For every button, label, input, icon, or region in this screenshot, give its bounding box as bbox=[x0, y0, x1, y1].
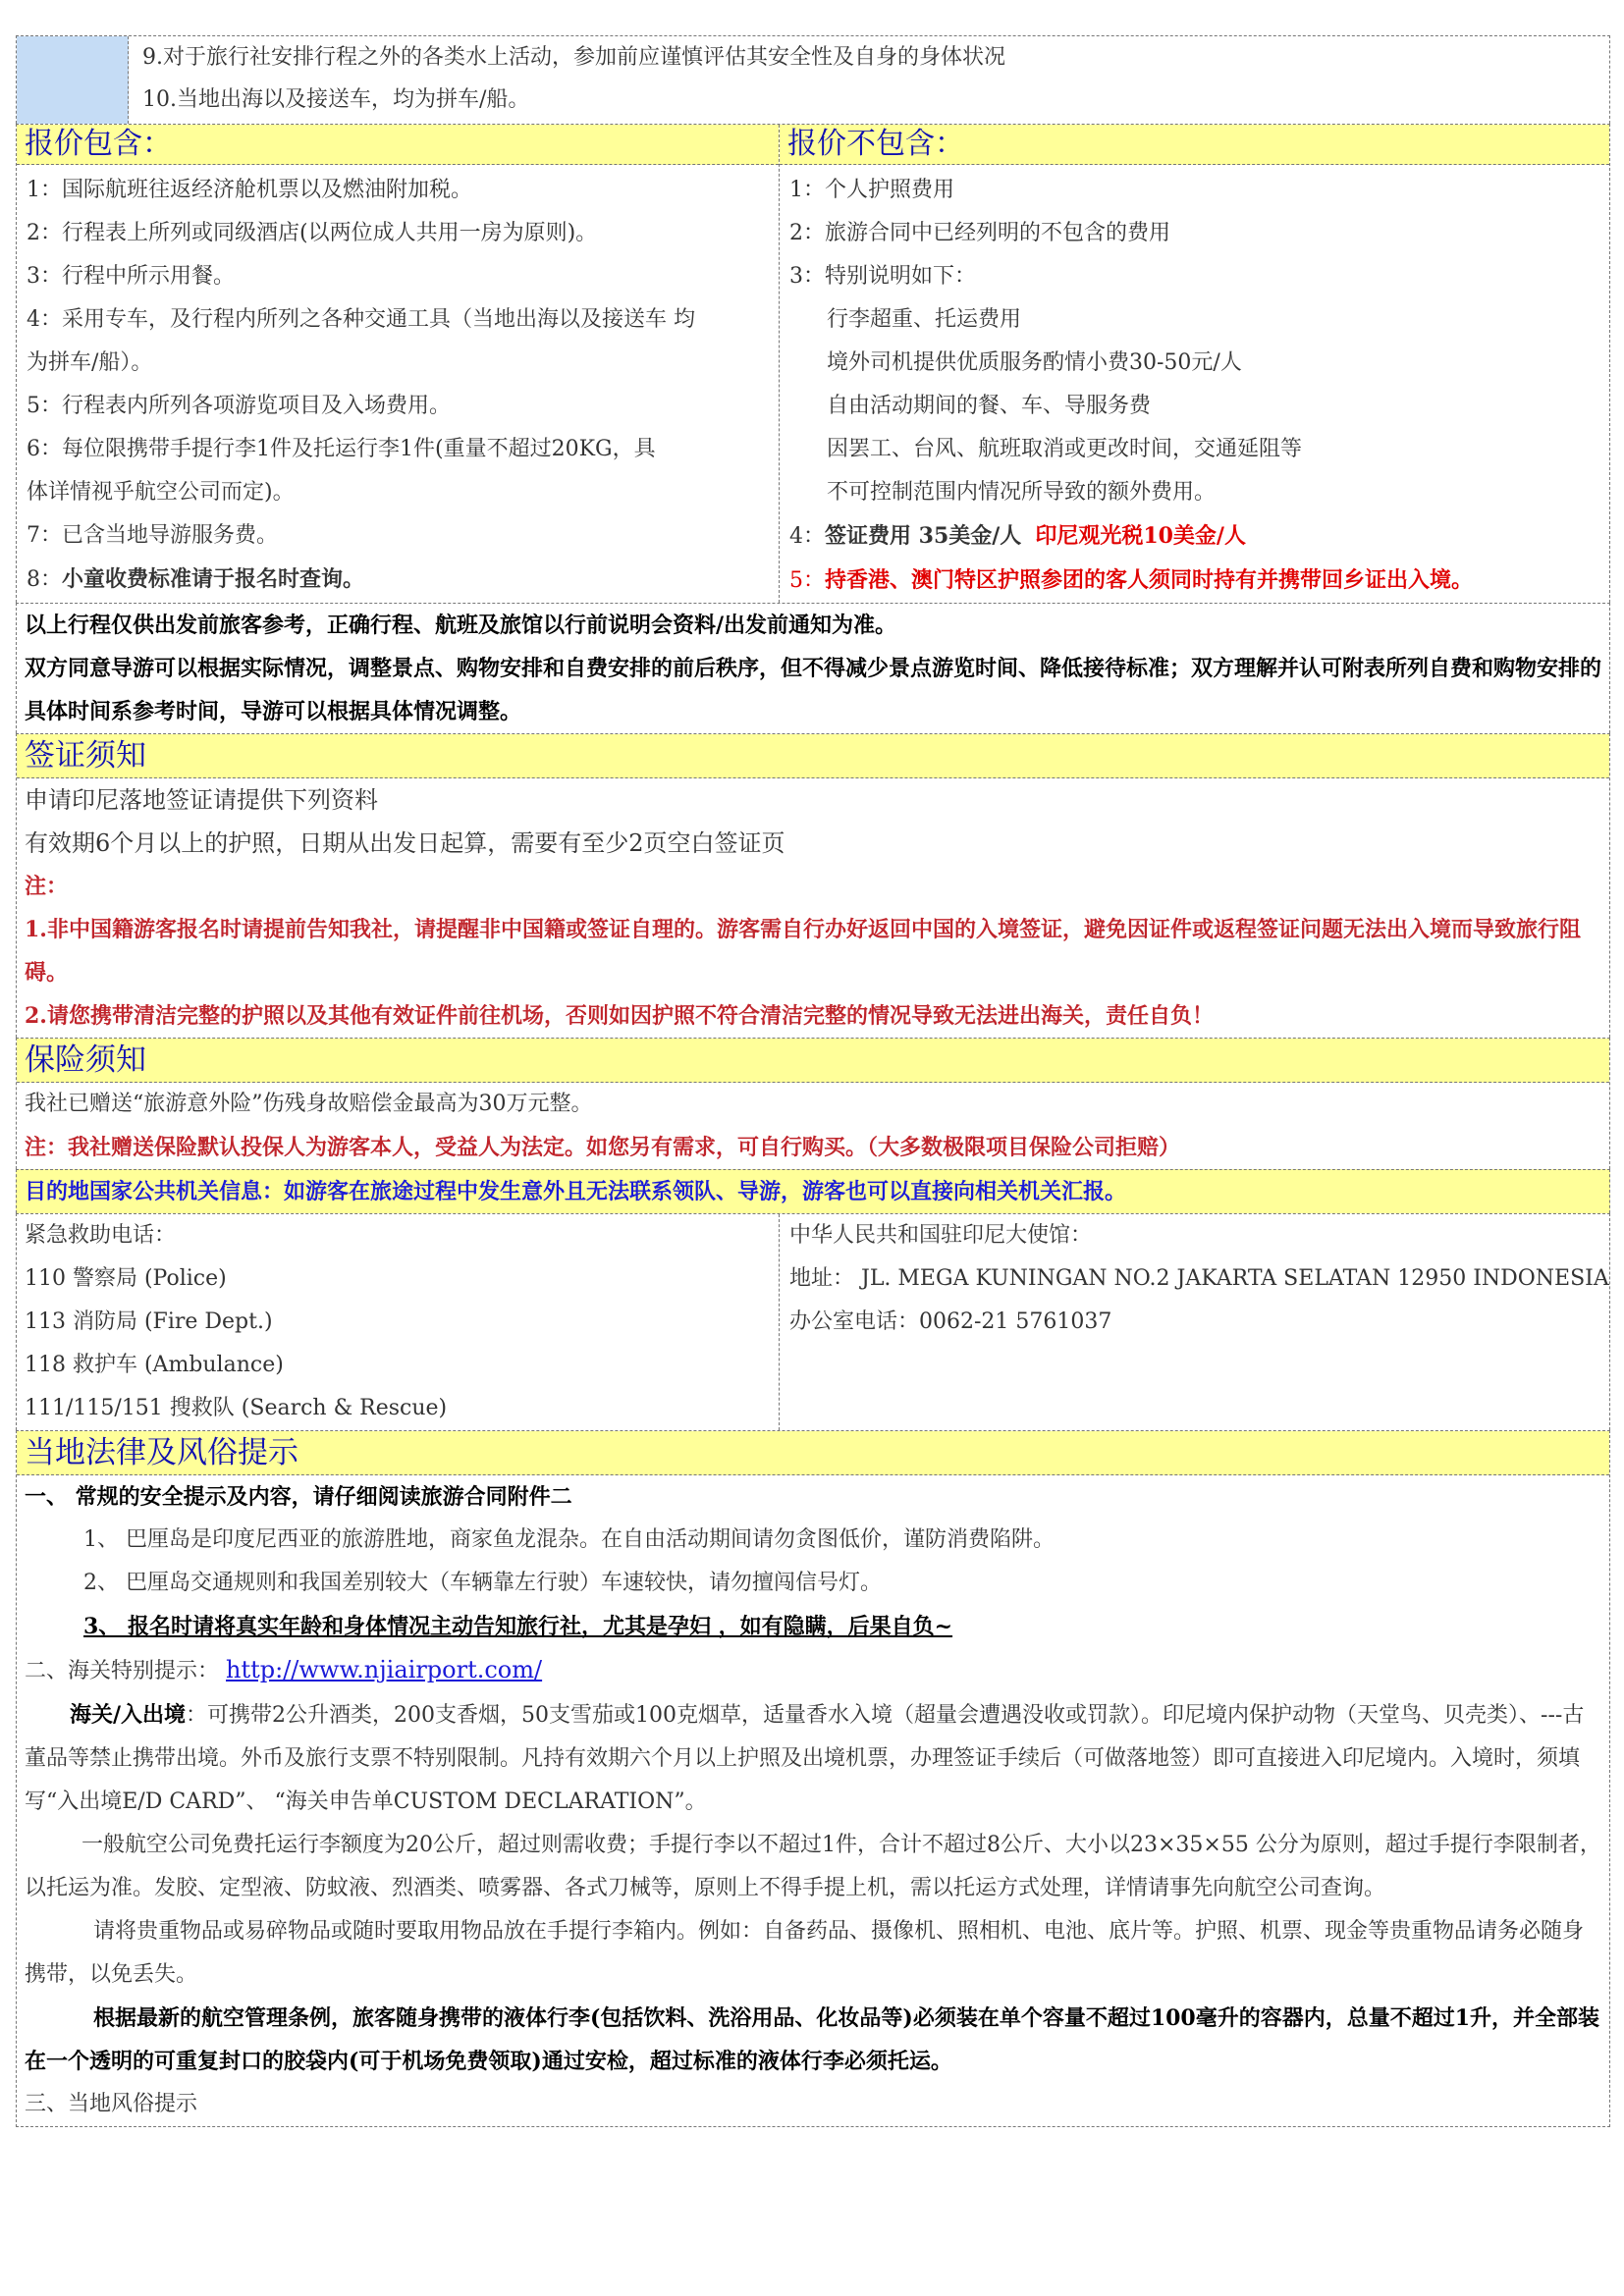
law-s2 bbox=[25, 1648, 1601, 1693]
visa-body bbox=[17, 778, 1609, 1038]
include-item-7: 7：已含当地导游服务费。 bbox=[27, 523, 278, 548]
visa-note-1: 1.非中国籍游客报名时请提前告知我社，请提醒非中国籍或签证自理的。游客需自行办好返回中国的入境签证，避免因证件或返程签证问题无法出入境而导致旅行阻碍。 bbox=[25, 917, 1581, 986]
top-notes bbox=[129, 36, 1005, 124]
visa-section bbox=[16, 733, 1610, 1038]
law-p3: 请将贵重物品或易碎物品或随时要取用物品放在手提行李箱内。例如：自备药品、摄像机、照相机、电池、底片等。护照、机票、现金等贵重物品请务必随身携带，以免丢失。 bbox=[25, 1919, 1585, 1987]
emergency-left bbox=[17, 1214, 780, 1430]
price-include-col bbox=[17, 125, 780, 603]
notice-line-2: 双方同意导游可以根据实际情况，调整景点、购物安排和自费安排的前后秩序，但不得减少景点游览时间、降低接待标准；双方理解并认可附表所列自费和购物安排的具体时间系参考时间，导游可以根据具体情况调整。 bbox=[25, 656, 1602, 724]
include-item-8-text: 小童收费标准请于报名时查询。 bbox=[62, 566, 365, 592]
law-s2-label: 二、海关特别提示： bbox=[25, 1659, 226, 1683]
exclude-item-3: 3：特别说明如下： bbox=[789, 264, 976, 289]
embassy-phone: 办公室电话：0062-21 5761037 bbox=[789, 1309, 1112, 1334]
visa-note-2: 2.请您携带清洁完整的护照以及其他有效证件前往机场，否则如因护照不符合清洁完整的情况导致无法进出海关，责任自负！ bbox=[25, 1003, 1214, 1029]
include-item-5: 5：行程表内所列各项游览项目及入场费用。 bbox=[27, 394, 451, 418]
visa-title: 签证须知 bbox=[17, 734, 1609, 778]
authority-banner bbox=[16, 1169, 1610, 1213]
law-p4: 根据最新的航空管理条例，旅客随身携带的液体行李(包括饮料、洗浴用品、化妆品等)必须装在单个容量不超过100毫升的容器内，总量不超过1升，并全部装在一个透明的可重复封口的胶袋内(可于机场免费领取)通过安检，超过标准的液体行李必须托运。 bbox=[25, 2005, 1600, 2074]
include-item-3: 3：行程中所示用餐。 bbox=[27, 264, 235, 289]
insurance-note: 注：我社赠送保险默认投保人为游客本人，受益人为法定。如您另有需求，可自行购买。（大多数极限项目保险公司拒赔） bbox=[25, 1135, 1181, 1160]
price-include-list bbox=[17, 165, 779, 602]
law-p1-bold: 海关/入出境 bbox=[70, 1702, 187, 1728]
law-p1 bbox=[25, 1693, 1601, 1824]
exclude-item-4-prefix: 4： bbox=[789, 524, 825, 549]
law-s3: 三、当地风俗提示 bbox=[25, 2092, 198, 2116]
include-item-1: 1：国际航班往返经济舱机票以及燃油附加税。 bbox=[27, 178, 472, 202]
exclude-item-4-tax: 印尼观光税10美金/人 bbox=[1035, 523, 1246, 549]
exclude-sub-5: 不可控制范围内情况所导致的额外费用。 bbox=[827, 480, 1217, 505]
price-exclude-list bbox=[780, 165, 1609, 603]
law-s1-item-3: 3、 报名时请将真实年龄和身体情况主动告知旅行社，尤其是孕妇 ，如有隐瞒，后果自负~ bbox=[83, 1614, 953, 1639]
law-p2: 一般航空公司免费托运行李额度为20公斤，超过则需收费；手提行李以不超过1件，合计不超过8公斤、大小以23×35×55 公分为原则，超过手提行李限制者，以托运为准。发胶、定型液、防蚊液、烈酒类、喷雾器、各式刀械等，原则上不得手提上机，需以托运方式处理，详情请事先向航空公司查询。 bbox=[25, 1833, 1601, 1900]
include-item-4b: 为拼车/船）。 bbox=[27, 350, 153, 375]
top-note-10: 10.当地出海以及接送车，均为拼车/船。 bbox=[142, 87, 530, 112]
insurance-line: 我社已赠送“旅游意外险”伤残身故赔偿金最高为30万元整。 bbox=[25, 1092, 593, 1116]
emergency-fire: 113 消防局 (Fire Dept.) bbox=[25, 1309, 273, 1334]
law-section bbox=[16, 1430, 1610, 2127]
emergency-right bbox=[780, 1214, 1609, 1430]
exclude-item-2: 2：旅游合同中已经列明的不包含的费用 bbox=[789, 221, 1170, 245]
exclude-item-1: 1：个人护照费用 bbox=[789, 178, 954, 202]
exclude-item-5-prefix: 5： bbox=[789, 568, 825, 593]
exclude-sub-4: 因罢工、台风、航班取消或更改时间，交通延阻等 bbox=[827, 437, 1303, 461]
notice-line-1: 以上行程仅供出发前旅客参考，正确行程、航班及旅馆以行前说明会资料/出发前通知为准。 bbox=[25, 613, 897, 638]
law-s1-title: 一、 常规的安全提示及内容，请仔细阅读旅游合同附件二 bbox=[25, 1484, 572, 1510]
visa-line-1: 申请印尼落地签证请提供下列资料 bbox=[25, 786, 378, 814]
emergency-title: 紧急救助电话： bbox=[25, 1223, 177, 1248]
embassy-address: 地址： JL. MEGA KUNINGAN NO.2 JAKARTA SELATAN 12950 INDONESIA bbox=[789, 1266, 1609, 1291]
price-include-title: 报价包含： bbox=[17, 125, 779, 165]
exclude-item-4-visa: 签证费用 35美金/人 bbox=[825, 523, 1022, 549]
insurance-body bbox=[17, 1083, 1609, 1169]
visa-line-2: 有效期6个月以上的护照，日期从出发日起算，需要有至少2页空白签证页 bbox=[25, 829, 785, 857]
exclude-sub-3: 自由活动期间的餐、车、导服务费 bbox=[827, 394, 1152, 418]
price-exclude-col bbox=[780, 125, 1609, 603]
include-item-4a: 4：采用专车，及行程内所列之各种交通工具（当地出海以及接送车 均 bbox=[27, 307, 695, 332]
law-p1-text: ：可携带2公升酒类，200支香烟，50支雪茄或100克烟草，适量香水入境（超量会遭遇没收或罚款）。印尼境内保护动物（天堂鸟、贝壳类）、---古董品等禁止携带出境。外币及旅行支票不特别限制。凡持有效期六个月以上护照及出境机票，办理签证手续后（可做落地签）即可直接进入印尼境内。入境时，须填写“入出境E/D CARD”、 “海关申告单CUSTOM DECLARATION”。 bbox=[25, 1703, 1585, 1814]
law-s1-item-2: 2、 巴厘岛交通规则和我国差别较大（车辆靠左行驶）车速较快，请勿擅闯信号灯。 bbox=[83, 1571, 882, 1595]
include-item-8-prefix: 8： bbox=[27, 567, 62, 592]
top-color-cell bbox=[17, 36, 129, 124]
exclude-sub-1: 行李超重、托运费用 bbox=[827, 307, 1022, 332]
emergency-ambulance: 118 救护车 (Ambulance) bbox=[25, 1353, 284, 1377]
visa-note-label: 注： bbox=[25, 874, 69, 899]
law-body bbox=[17, 1475, 1609, 2126]
insurance-title: 保险须知 bbox=[17, 1039, 1609, 1083]
emergency-table bbox=[16, 1213, 1610, 1430]
include-item-6a: 6：每位限携带手提行李1件及托运行李1件(重量不超过20KG，具 bbox=[27, 437, 656, 461]
top-note-9: 9.对于旅行社安排行程之外的各类水上活动，参加前应谨慎评估其安全性及自身的身体状况 bbox=[142, 45, 1005, 70]
general-notice bbox=[16, 603, 1610, 733]
exclude-item-5 bbox=[789, 559, 1609, 603]
exclude-item-4 bbox=[789, 514, 1609, 559]
top-notes-block bbox=[16, 35, 1610, 124]
price-table bbox=[16, 124, 1610, 603]
law-title: 当地法律及风俗提示 bbox=[17, 1431, 1609, 1475]
exclude-sub-2: 境外司机提供优质服务酌情小费30-50元/人 bbox=[827, 350, 1242, 375]
include-item-2: 2：行程表上所列或同级酒店(以两位成人共用一房为原则)。 bbox=[27, 221, 598, 245]
document-page bbox=[16, 35, 1610, 2127]
customs-link[interactable]: http://www.njiairport.com/ bbox=[226, 1656, 543, 1683]
exclude-item-5-text: 持香港、澳门特区护照参团的客人须同时持有并携带回乡证出入境。 bbox=[825, 567, 1474, 593]
price-exclude-title: 报价不包含： bbox=[780, 125, 1609, 165]
emergency-rescue: 111/115/151 搜救队 (Search & Rescue) bbox=[25, 1396, 448, 1420]
include-item-6b: 体详情视乎航空公司而定)。 bbox=[27, 480, 295, 505]
embassy-title: 中华人民共和国驻印尼大使馆： bbox=[789, 1223, 1093, 1248]
authority-line: 目的地国家公共机关信息：如游客在旅途过程中发生意外且无法联系领队、导游，游客也可以直接向相关机关汇报。 bbox=[25, 1179, 1127, 1204]
emergency-police: 110 警察局 (Police) bbox=[25, 1266, 227, 1291]
law-s1-item-1: 1、 巴厘岛是印度尼西亚的旅游胜地，商家鱼龙混杂。在自由活动期间请勿贪图低价，谨防消费陷阱。 bbox=[83, 1527, 1055, 1552]
insurance-section bbox=[16, 1038, 1610, 1169]
include-item-8 bbox=[27, 558, 779, 602]
